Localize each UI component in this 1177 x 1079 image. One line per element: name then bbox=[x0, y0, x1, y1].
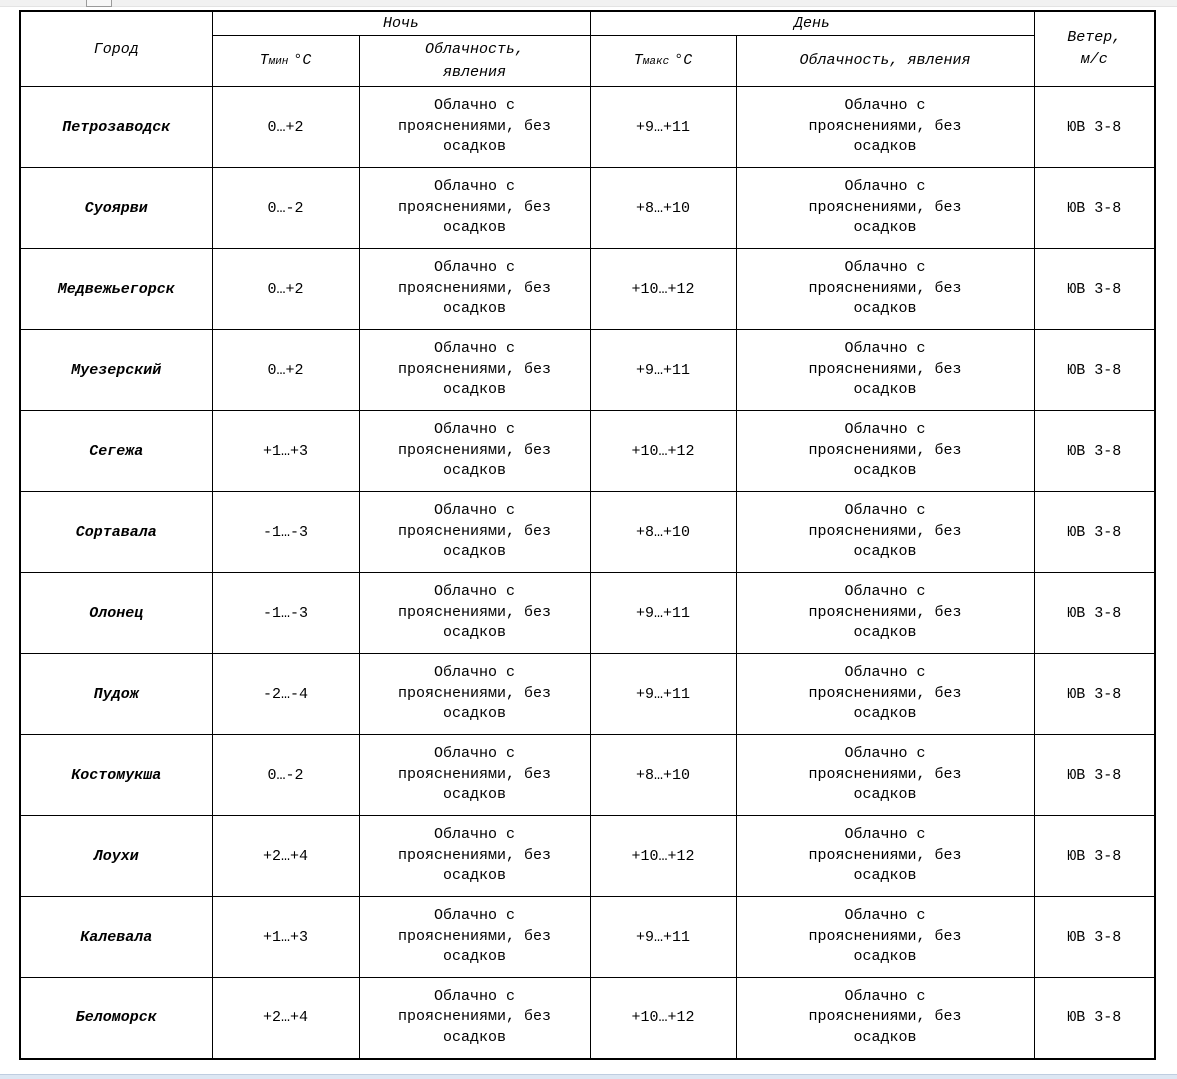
city-cell: Пудож bbox=[20, 654, 212, 735]
wind-cell: ЮВ 3-8 bbox=[1034, 87, 1155, 168]
header-group-row bbox=[20, 11, 1155, 35]
day-cloud-cell: Облачно с прояснениями, без осадков bbox=[736, 816, 1034, 897]
night-temp-cell: -1…-3 bbox=[212, 573, 359, 654]
city-cell: Сегежа bbox=[20, 411, 212, 492]
tmax-unit: °С bbox=[674, 52, 693, 70]
header-wind-label: Ветер, м/с bbox=[1067, 28, 1122, 68]
day-temp-cell: +9…+11 bbox=[590, 330, 736, 411]
header-night-cloud-label: Облачность, явления bbox=[424, 40, 525, 81]
tmin-prefix: Т bbox=[259, 52, 269, 70]
city-cell: Костомукша bbox=[20, 735, 212, 816]
table-row bbox=[20, 573, 1155, 654]
day-cloud-cell: Облачно с прояснениями, без осадков bbox=[736, 330, 1034, 411]
day-temp-cell: +10…+12 bbox=[590, 411, 736, 492]
wind-cell: ЮВ 3-8 bbox=[1034, 249, 1155, 330]
night-temp-cell: 0…+2 bbox=[212, 87, 359, 168]
day-temp-cell: +8…+10 bbox=[590, 735, 736, 816]
tmin-unit: °С bbox=[293, 52, 312, 70]
top-chrome-strip bbox=[0, 0, 1177, 7]
table-row bbox=[20, 735, 1155, 816]
table-row bbox=[20, 411, 1155, 492]
header-day-group: День bbox=[590, 11, 1034, 35]
tmax-sub: макс bbox=[642, 56, 670, 69]
night-temp-cell: +1…+3 bbox=[212, 897, 359, 978]
night-temp-cell: -1…-3 bbox=[212, 492, 359, 573]
night-cloud-cell: Облачно с прояснениями, без осадков bbox=[359, 816, 590, 897]
wind-cell: ЮВ 3-8 bbox=[1034, 492, 1155, 573]
wind-cell: ЮВ 3-8 bbox=[1034, 735, 1155, 816]
day-cloud-cell: Облачно с прояснениями, без осадков bbox=[736, 249, 1034, 330]
day-temp-cell: +10…+12 bbox=[590, 249, 736, 330]
night-cloud-cell: Облачно с прояснениями, без осадков bbox=[359, 978, 590, 1059]
table-row bbox=[20, 897, 1155, 978]
night-temp-cell: 0…+2 bbox=[212, 249, 359, 330]
wind-cell: ЮВ 3-8 bbox=[1034, 978, 1155, 1059]
header-day-cloud: Облачность, явления bbox=[736, 35, 1034, 87]
header-night-cloud bbox=[359, 35, 590, 87]
day-cloud-cell: Облачно с прояснениями, без осадков bbox=[736, 411, 1034, 492]
night-cloud-cell: Облачно с прояснениями, без осадков bbox=[359, 573, 590, 654]
table-row bbox=[20, 492, 1155, 573]
night-temp-cell: -2…-4 bbox=[212, 654, 359, 735]
wind-cell: ЮВ 3-8 bbox=[1034, 816, 1155, 897]
header-wind bbox=[1034, 11, 1155, 87]
table-row bbox=[20, 654, 1155, 735]
night-cloud-cell: Облачно с прояснениями, без осадков bbox=[359, 168, 590, 249]
header-night-group: Ночь bbox=[212, 11, 590, 35]
bottom-window-edge bbox=[0, 1074, 1177, 1079]
night-temp-cell: 0…-2 bbox=[212, 168, 359, 249]
night-temp-cell: 0…-2 bbox=[212, 735, 359, 816]
table-row bbox=[20, 978, 1155, 1059]
day-temp-cell: +10…+12 bbox=[590, 816, 736, 897]
night-cloud-cell: Облачно с прояснениями, без осадков bbox=[359, 735, 590, 816]
city-cell: Петрозаводск bbox=[20, 87, 212, 168]
city-cell: Суоярви bbox=[20, 168, 212, 249]
table-row bbox=[20, 249, 1155, 330]
wind-cell: ЮВ 3-8 bbox=[1034, 573, 1155, 654]
header-day-temp bbox=[590, 35, 736, 87]
day-cloud-cell: Облачно с прояснениями, без осадков bbox=[736, 492, 1034, 573]
day-temp-cell: +9…+11 bbox=[590, 897, 736, 978]
day-temp-cell: +8…+10 bbox=[590, 168, 736, 249]
header-night-temp bbox=[212, 35, 359, 87]
table-row bbox=[20, 816, 1155, 897]
city-cell: Калевала bbox=[20, 897, 212, 978]
partial-toolbar-button[interactable] bbox=[86, 0, 112, 7]
wind-cell: ЮВ 3-8 bbox=[1034, 897, 1155, 978]
city-cell: Беломорск bbox=[20, 978, 212, 1059]
weather-forecast-table bbox=[19, 10, 1156, 1060]
night-temp-cell: +1…+3 bbox=[212, 411, 359, 492]
night-temp-cell: +2…+4 bbox=[212, 816, 359, 897]
city-cell: Олонец bbox=[20, 573, 212, 654]
night-cloud-cell: Облачно с прояснениями, без осадков bbox=[359, 330, 590, 411]
day-cloud-cell: Облачно с прояснениями, без осадков bbox=[736, 897, 1034, 978]
tmax-prefix: Т bbox=[633, 52, 643, 70]
day-cloud-cell: Облачно с прояснениями, без осадков bbox=[736, 573, 1034, 654]
table-row bbox=[20, 330, 1155, 411]
night-cloud-cell: Облачно с прояснениями, без осадков bbox=[359, 654, 590, 735]
table-row bbox=[20, 87, 1155, 168]
day-cloud-cell: Облачно с прояснениями, без осадков bbox=[736, 87, 1034, 168]
day-temp-cell: +9…+11 bbox=[590, 87, 736, 168]
wind-cell: ЮВ 3-8 bbox=[1034, 330, 1155, 411]
night-cloud-cell: Облачно с прояснениями, без осадков bbox=[359, 249, 590, 330]
city-cell: Медвежьегорск bbox=[20, 249, 212, 330]
night-temp-cell: 0…+2 bbox=[212, 330, 359, 411]
city-cell: Муезерский bbox=[20, 330, 212, 411]
table-row bbox=[20, 168, 1155, 249]
city-cell: Лоухи bbox=[20, 816, 212, 897]
day-cloud-cell: Облачно с прояснениями, без осадков bbox=[736, 978, 1034, 1059]
day-temp-cell: +9…+11 bbox=[590, 654, 736, 735]
day-cloud-cell: Облачно с прояснениями, без осадков bbox=[736, 654, 1034, 735]
day-temp-cell: +8…+10 bbox=[590, 492, 736, 573]
header-city: Город bbox=[20, 11, 212, 87]
night-cloud-cell: Облачно с прояснениями, без осадков bbox=[359, 492, 590, 573]
day-cloud-cell: Облачно с прояснениями, без осадков bbox=[736, 735, 1034, 816]
wind-cell: ЮВ 3-8 bbox=[1034, 411, 1155, 492]
wind-cell: ЮВ 3-8 bbox=[1034, 168, 1155, 249]
tmin-sub: мин bbox=[268, 56, 289, 69]
wind-cell: ЮВ 3-8 bbox=[1034, 654, 1155, 735]
night-temp-cell: +2…+4 bbox=[212, 978, 359, 1059]
day-temp-cell: +9…+11 bbox=[590, 573, 736, 654]
city-cell: Сортавала bbox=[20, 492, 212, 573]
night-cloud-cell: Облачно с прояснениями, без осадков bbox=[359, 411, 590, 492]
day-cloud-cell: Облачно с прояснениями, без осадков bbox=[736, 168, 1034, 249]
night-cloud-cell: Облачно с прояснениями, без осадков bbox=[359, 87, 590, 168]
night-cloud-cell: Облачно с прояснениями, без осадков bbox=[359, 897, 590, 978]
day-temp-cell: +10…+12 bbox=[590, 978, 736, 1059]
